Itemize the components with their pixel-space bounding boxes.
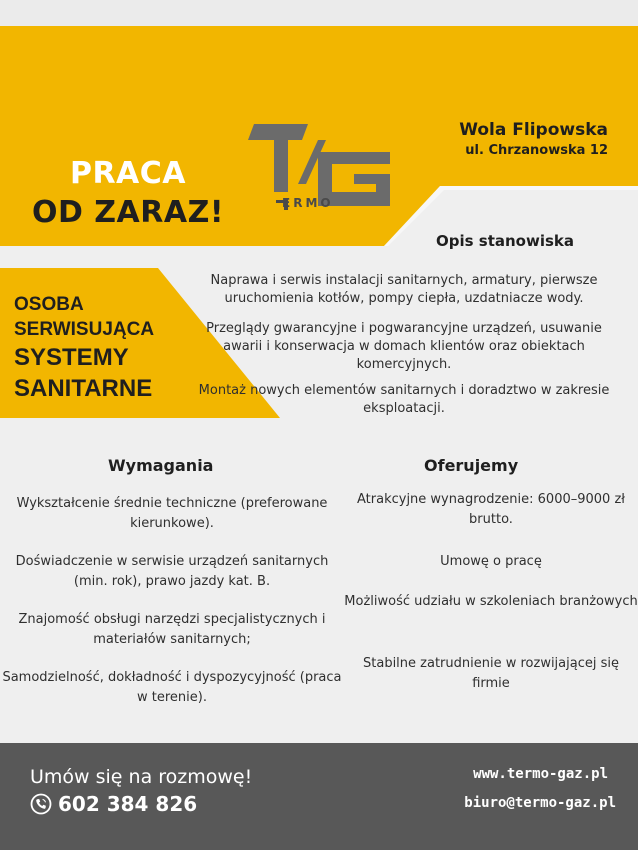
role-line-2: SERWISUJĄCA (14, 319, 155, 340)
description-paragraph-3: Montaż nowych elementów sanitarnych i doradztwo w zakresie eksploatacji. (198, 383, 610, 416)
cta-text: Umów się na rozmowę! (30, 766, 253, 788)
hero-line-1: PRACA (69, 156, 187, 191)
role-title (14, 292, 154, 404)
email-link[interactable]: biuro@termo-gaz.pl (464, 795, 616, 811)
offer-item-2: Umowę o pracę (440, 554, 542, 569)
location-street: ul. Chrzanowska 12 (465, 143, 608, 158)
phone-icon (30, 793, 52, 815)
phone-number: 602 384 826 (58, 792, 198, 816)
description-paragraph-1: Naprawa i serwis instalacji sanitarnych, armatury, pierwsze uruchomienia kotłów, pompy ciepła, uzdatniacze wody. (210, 273, 598, 306)
role-line-1: OSOBA (14, 294, 84, 315)
hero-line-2: OD ZARAZ! (31, 195, 225, 230)
hero-title (0, 156, 256, 230)
location (459, 120, 608, 158)
requirements-heading: Wymagania (108, 456, 214, 475)
offer-item-3: Możliwość udziału w szkoleniach branżowych (344, 594, 638, 609)
description-heading: Opis stanowiska (436, 232, 575, 250)
phone-contact[interactable] (30, 792, 197, 816)
requirement-item-3: Znajomość obsługi narzędzi specjalistycznych i materiałów sanitarnych; (18, 612, 326, 647)
offer-item-4: Stabilne zatrudnienie w rozwijającej się firmie (363, 656, 619, 691)
logo-word: ERMO (282, 196, 334, 210)
role-line-4: SANITARNE (14, 375, 153, 402)
offer-item-1: Atrakcyjne wynagrodzenie: 6000–9000 zł brutto. (357, 492, 625, 527)
requirement-item-4: Samodzielność, dokładność i dyspozycyjność (praca w terenie). (2, 670, 342, 705)
requirement-item-1: Wykształcenie średnie techniczne (preferowane kierunkowe). (16, 496, 328, 531)
description-paragraph-2: Przeglądy gwarancyjne i pogwarancyjne urządzeń, usuwanie awarii i konserwacja w domach klientów oraz obiektach komercyjnych. (206, 321, 602, 372)
role-line-3: SYSTEMY (14, 344, 129, 371)
offer-heading: Oferujemy (424, 456, 519, 475)
requirement-item-2: Doświadczenie w serwisie urządzeń sanitarnych (min. rok), prawo jazdy kat. B. (15, 554, 329, 589)
website-link[interactable]: www.termo-gaz.pl (473, 766, 608, 782)
location-city: Wola Flipowska (459, 120, 608, 140)
